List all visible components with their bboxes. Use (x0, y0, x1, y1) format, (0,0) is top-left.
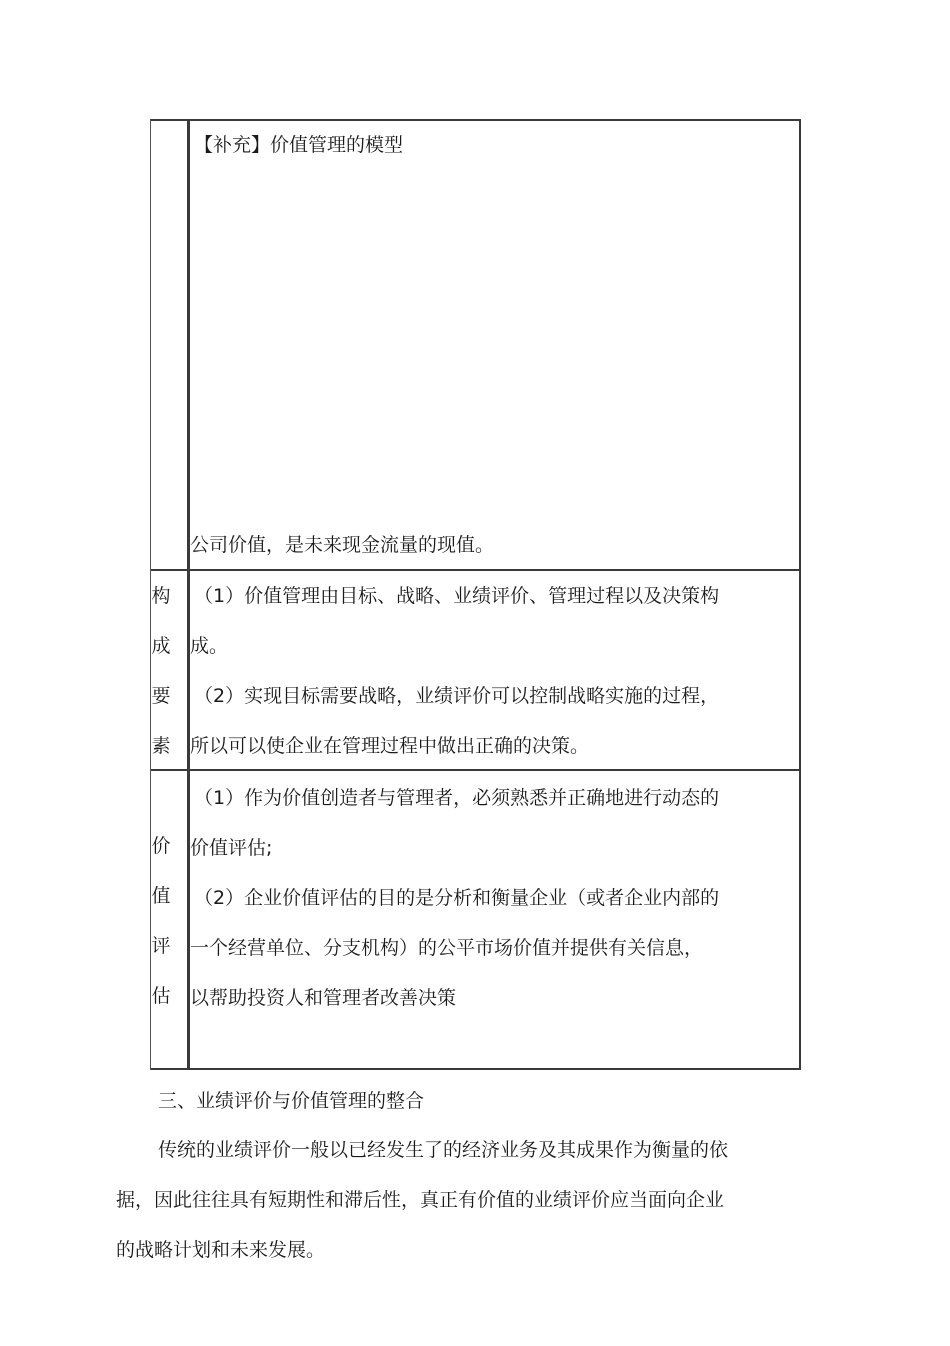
label-char: 值 (151, 885, 171, 907)
table-border-bottom (150, 1068, 801, 1070)
label-char: 素 (151, 735, 171, 757)
label-char: 要 (151, 685, 171, 707)
model-title: 【补充】价值管理的模型 (194, 134, 404, 156)
row-divider (150, 769, 801, 771)
column-divider-double (189, 119, 190, 1070)
label-char: 价 (151, 835, 171, 857)
composition-line: （2）实现目标需要战略，业绩评价可以控制战略实施的过程， (194, 685, 720, 707)
label-char: 估 (151, 985, 171, 1007)
valuation-line: （2）企业价值评估的目的是分析和衡量企业（或者企业内部的 (194, 887, 720, 909)
table-border-right (799, 119, 801, 1070)
valuation-line: 以帮助投资人和管理者改善决策 (190, 987, 457, 1009)
company-value-note: 公司价值，是未来现金流量的现值。 (190, 534, 495, 556)
label-char: 评 (151, 935, 171, 957)
composition-line: （1）价值管理由目标、战略、业绩评价、管理过程以及决策构 (194, 585, 720, 607)
row-divider (150, 569, 801, 571)
paragraph-line: 的战略计划和未来发展。 (116, 1239, 326, 1261)
valuation-line: （1）作为价值创造者与管理者，必须熟悉并正确地进行动态的 (194, 787, 720, 809)
label-char: 构 (151, 585, 171, 607)
composition-line: 所以可以使企业在管理过程中做出正确的决策。 (190, 735, 590, 757)
paragraph-line: 据，因此往往具有短期性和滞后性，真正有价值的业绩评价应当面向企业 (116, 1189, 725, 1211)
content-table (150, 119, 801, 1070)
valuation-line: 价值评估; (190, 837, 273, 859)
paragraph-line: 传统的业绩评价一般以已经发生了的经济业务及其成果作为衡量的依 (158, 1139, 729, 1161)
table-border-top (150, 119, 801, 121)
valuation-line: 一个经营单位、分支机构）的公平市场价值并提供有关信息， (190, 937, 704, 959)
composition-line: 成。 (190, 635, 229, 657)
label-char: 成 (151, 635, 171, 657)
section-heading: 三、业绩评价与价值管理的整合 (158, 1090, 425, 1112)
